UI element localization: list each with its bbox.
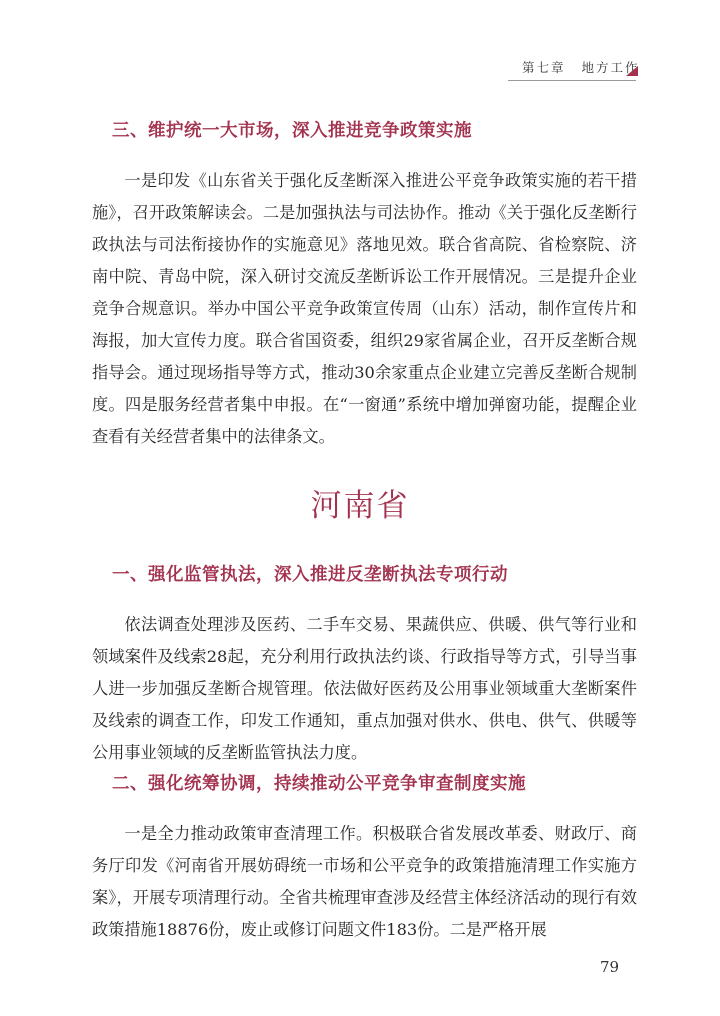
province-title: 河南省: [310, 488, 410, 524]
section-heading: 三、维护统一大市场，深入推进竞争政策实施: [112, 121, 472, 141]
henan-section-1: [92, 561, 637, 769]
shandong-section-3: [92, 117, 637, 453]
header-rule: [508, 80, 636, 81]
page-number: 79: [600, 958, 620, 976]
body-paragraph: 一是印发《山东省关于强化反垄断深入推进公平竞争政策实施的若干措施》，召开政策解读会。二是加强执法与司法协作。推动《关于强化反垄断行政执法与司法衔接协作的实施意见》落地见效。联合省高院、省检察院、济南中院、青岛中院，深入研讨交流反垄断诉讼工作开展情况。三是提升企业竞争合规意识。举办中国公平竞争政策宣传周（山东）活动，制作宣传片和海报，加大宣传力度。联合省国资委，组织29家省属企业，召开反垄断合规指导会。通过现场指导等方式，推动30余家重点企业建立完善反垄断合规制度。四是服务经营者集中申报。在“一窗通”系统中增加弹窗功能，提醒企业查看有关经营者集中的法律条文。: [92, 171, 637, 446]
body-paragraph: 依法调查处理涉及医药、二手车交易、果蔬供应、供暖、供气等行业和领域案件及线索28起，充分利用行政执法约谈、行政指导等方式，引导当事人进一步加强反垄断合规管理。依法做好医药及公用事业领域重大垄断案件及线索的调查工作，印发工作通知，重点加强对供水、供电、供气、供暖等公用事业领域的反垄断监管执法力度。: [92, 615, 637, 762]
body-paragraph: 一是全力推动政策审查清理工作。积极联合省发展改革委、财政厅、商务厅印发《河南省开展妨碍统一市场和公平竞争的政策措施清理工作实施方案》，开展专项清理行动。全省共梳理审查涉及经营主体经济活动的现行有效政策措施18876份，废止或修订问题文件183份。二是严格开展: [92, 824, 637, 939]
chapter-title: 地方工作: [581, 60, 640, 75]
chapter-header: [522, 58, 640, 76]
section-heading: 一、强化监管执法，深入推进反垄断执法专项行动: [112, 565, 508, 585]
henan-section-2: [92, 770, 637, 946]
chapter-number: 第七章: [522, 60, 566, 75]
chapter-corner-mark: [626, 66, 638, 76]
section-heading: 二、强化统筹协调，持续推动公平竞争审查制度实施: [112, 774, 526, 794]
running-header: [0, 0, 720, 90]
